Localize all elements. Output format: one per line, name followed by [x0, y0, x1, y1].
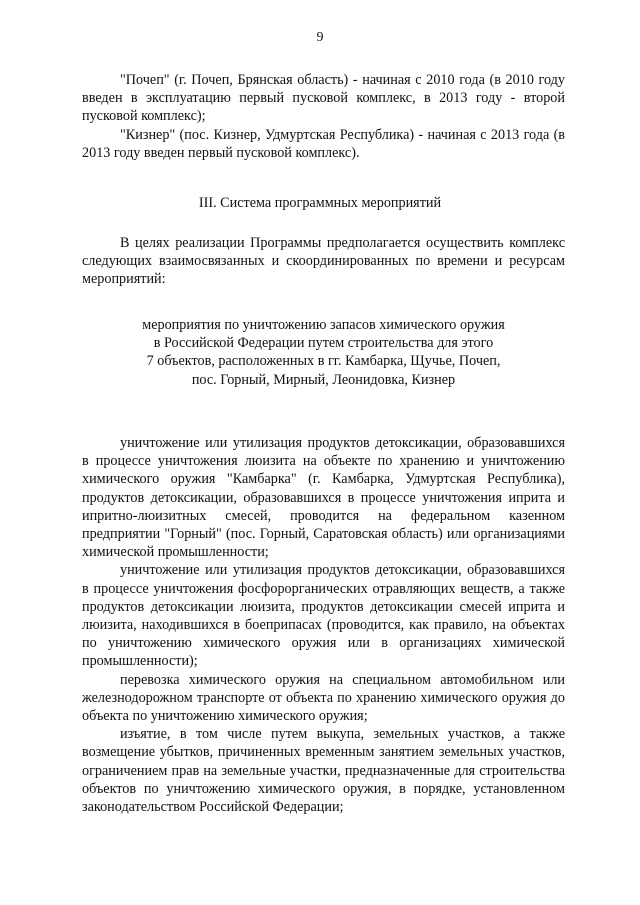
list-item: перевозка химического оружия на специальном автомобильном или железнодорожном транспорте от объекта по хранению химического оружия до объекта по уничтожению химического оружия;	[82, 671, 565, 725]
centered-title-line: в Российской Федерации путем строительства для этого	[153, 335, 494, 352]
intro-paragraph-kizner: "Кизнер" (пос. Кизнер, Удмуртская Республика) - начиная с 2013 года (в 2013 году введен первый пусковой комплекс).	[82, 126, 565, 161]
lead-block	[82, 234, 565, 289]
list-item: уничтожение или утилизация продуктов детоксикации, образовавшихся в процессе уничтожения люизита на объекте по хранению и уничтожению химического оружия "Камбарка" (г. Камбарка, Удмуртская Республика), продуктов детоксикации, образовавшихся в процессе уничтожения иприта и ипритно-люизитных смесей, проводится на федеральном казенном предприятии "Горный" (пос. Горный, Саратовская область) или организациями химической промышленности;	[82, 435, 565, 561]
page-number: 9	[316, 30, 324, 45]
centered-title	[82, 316, 565, 389]
list-item: уничтожение или утилизация продуктов детоксикации, образовавшихся в процессе уничтожения фосфорорганических отравляющих веществ, а также продуктов детоксикации люизита, продуктов детоксикации смесей иприта и люизита, находившихся в боеприпасах (проводится, как правило, на объектах по уничтожению химического оружия или в организациях химической промышленности);	[82, 562, 565, 670]
lead-paragraph: В целях реализации Программы предполагается осуществить комплекс следующих взаимосвязанных и скоординированных по времени и ресурсам мероприятий:	[82, 235, 565, 288]
section-heading: III. Система программных мероприятий	[198, 195, 442, 211]
centered-title-line: мероприятия по уничтожению запасов химического оружия	[142, 317, 505, 333]
centered-title-line: 7 объектов, расположенных в гг. Камбарка, Щучье, Почеп,	[146, 353, 501, 370]
list-item: изъятие, в том числе путем выкупа, земельных участков, а также возмещение убытков, причиненных временным занятием земельных участков, ограничением прав на земельные участки, предназначенные для строительства объектов по уничтожению химического оружия, в порядке, установленном законодательством Российской Федерации;	[82, 726, 565, 816]
measures-list	[82, 434, 565, 816]
intro-block	[82, 71, 565, 162]
intro-paragraph-pochep: "Почеп" (г. Почеп, Брянская область) - начиная с 2010 года (в 2010 году введен в эксплуатацию первый пусковой комплекс, в 2013 году - второй пусковой комплекс);	[82, 72, 565, 125]
centered-title-line: пос. Горный, Мирный, Леонидовка, Кизнер	[191, 371, 456, 388]
